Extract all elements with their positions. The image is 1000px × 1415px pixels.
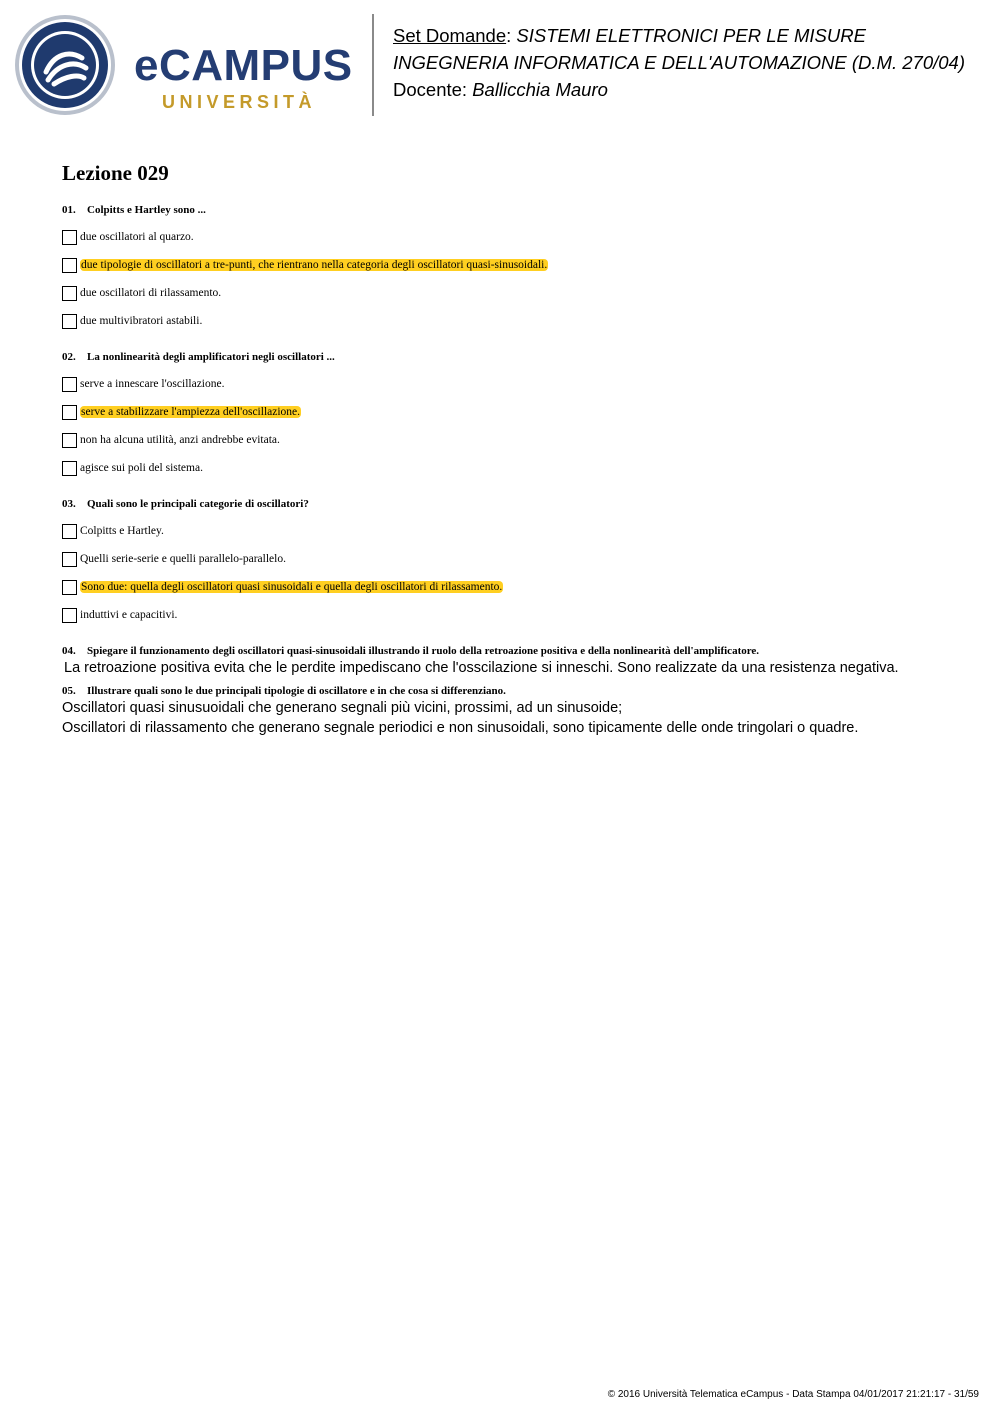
option-text-highlighted: Sono due: quella degli oscillatori quasi sinusoidali e quella degli oscillatori di rilassamento. [81, 581, 503, 593]
option-list [62, 370, 962, 482]
checkbox[interactable] [62, 230, 77, 245]
question-block [62, 203, 962, 335]
question-number: 05. [62, 685, 76, 697]
option-text-highlighted: due tipologie di oscillatori a tre-punti, che rientrano nella categoria degli oscillatori quasi-sinusoidali. [81, 259, 548, 271]
option-list [62, 517, 962, 629]
question-number: 01. [62, 204, 76, 216]
question-title [62, 644, 962, 658]
checkbox[interactable] [62, 433, 77, 448]
logo-wordmark: eCAMPUS [134, 41, 353, 90]
answer-text: Oscillatori di rilassamento che generano segnale periodici e non sinusoidali, sono tipicamente delle onde tringolari o quadre. [62, 720, 859, 736]
docente-name: Ballicchia Mauro [472, 79, 608, 100]
docente-label: Docente: [393, 79, 468, 100]
option-text: agisce sui poli del sistema. [80, 462, 203, 474]
question-text: La nonlinearità degli amplificatori negli oscillatori ... [87, 351, 335, 363]
option-item[interactable] [62, 223, 962, 251]
page-footer: © 2016 Università Telematica eCampus - Data Stampa 04/01/2017 21:21:17 - 31/59 [607, 1389, 979, 1400]
option-text: due multivibratori astabili. [80, 315, 203, 327]
option-text: induttivi e capacitivi. [80, 609, 178, 621]
question-text: Quali sono le principali categorie di oscillatori? [87, 498, 309, 510]
checkbox[interactable] [62, 524, 77, 539]
question-block [62, 350, 962, 482]
option-text: due oscillatori di rilassamento. [80, 287, 222, 299]
option-item[interactable] [62, 279, 962, 307]
question-number: 04. [62, 645, 76, 657]
ecampus-emblem-icon [14, 14, 116, 116]
checkbox[interactable] [62, 405, 77, 420]
option-item[interactable] [62, 517, 962, 545]
question-number: 02. [62, 351, 76, 363]
checkbox[interactable] [62, 580, 77, 595]
question-title [62, 684, 962, 698]
question-text: Illustrare quali sono le due principali tipologie di oscillatore e in che cosa si differenziano. [87, 685, 506, 697]
course-degree: INGEGNERIA INFORMATICA E DELL'AUTOMAZIONE (D.M. 270/04) [393, 52, 965, 73]
question-title [62, 497, 962, 511]
option-item[interactable] [62, 370, 962, 398]
question-number: 03. [62, 498, 76, 510]
course-title: SISTEMI ELETTRONICI PER LE MISURE [516, 25, 866, 46]
option-text-highlighted: serve a stabilizzare l'ampiezza dell'oscillazione. [81, 406, 301, 418]
ecampus-logo [14, 14, 359, 116]
option-text: due oscillatori al quarzo. [80, 231, 194, 243]
checkbox[interactable] [62, 286, 77, 301]
question-title [62, 350, 962, 364]
lesson-title: Lezione 029 [62, 161, 169, 185]
option-item-correct[interactable] [62, 251, 962, 279]
checkbox[interactable] [62, 552, 77, 567]
option-item[interactable] [62, 426, 962, 454]
open-question-block [62, 684, 962, 738]
quiz-content [62, 160, 962, 738]
option-text: non ha alcuna utilità, anzi andrebbe evitata. [80, 434, 280, 446]
checkbox[interactable] [62, 258, 77, 273]
docente-line [393, 76, 965, 103]
question-text: Colpitts e Hartley sono ... [87, 204, 206, 216]
option-item[interactable] [62, 601, 962, 629]
question-block [62, 497, 962, 629]
option-item-correct[interactable] [62, 573, 962, 601]
checkbox[interactable] [62, 314, 77, 329]
logo-subtitle: UNIVERSITÀ [162, 92, 317, 112]
set-domande-line [393, 22, 965, 49]
answer-text: Oscillatori quasi sinusuoidali che generano segnali più vicini, prossimi, ad un sinusoide; [62, 700, 623, 716]
checkbox[interactable] [62, 608, 77, 623]
header-divider [372, 14, 374, 116]
option-text: Quelli serie-serie e quelli parallelo-parallelo. [80, 553, 286, 565]
set-domande-label: Set Domande [393, 25, 507, 46]
option-list [62, 223, 962, 335]
option-text: Colpitts e Hartley. [80, 525, 164, 537]
option-item-correct[interactable] [62, 398, 962, 426]
option-item[interactable] [62, 307, 962, 335]
checkbox[interactable] [62, 377, 77, 392]
option-item[interactable] [62, 454, 962, 482]
set-domande-colon: : [506, 25, 512, 46]
option-text: serve a innescare l'oscillazione. [80, 378, 225, 390]
answer-text: La retroazione positiva evita che le perdite impediscano che l'osscilazione si inneschi. Sono realizzate da una resistenza negativa. [64, 660, 899, 676]
option-item[interactable] [62, 545, 962, 573]
checkbox[interactable] [62, 461, 77, 476]
header-info [393, 22, 965, 103]
question-title [62, 203, 962, 217]
question-text: Spiegare il funzionamento degli oscillatori quasi-sinusoidali illustrando il ruolo della retroazione positiva e della nonlinearità dell'amplificatore. [87, 645, 760, 657]
open-question-block [62, 644, 962, 678]
